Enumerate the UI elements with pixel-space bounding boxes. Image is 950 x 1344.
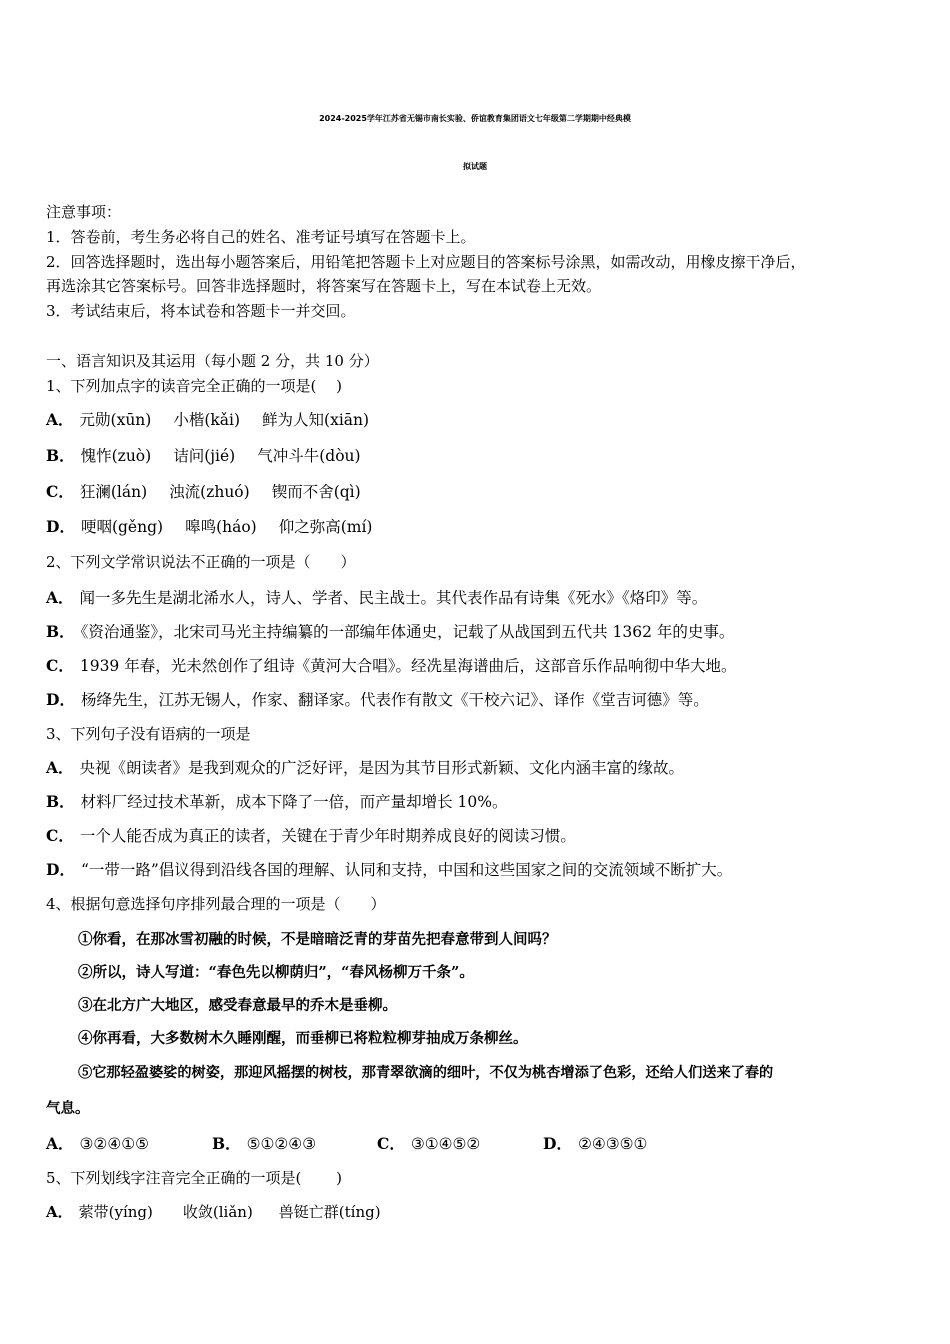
notice-heading: 注意事项：: [46, 203, 122, 221]
notice-item: 2．回答选择题时，选出每小题答案后，用铅笔把答题卡上对应题目的答案标号涂黑，如需改动，用橡皮擦干净后，: [46, 253, 806, 271]
option-text: 《资治通鉴》，北宋司马光主持编纂的一部编年体通史，记载了从战国到五代共 1362 年的史事。: [80, 623, 735, 641]
option-label: B．: [46, 622, 75, 641]
question-1-stem: 1、下列加点字的读音完全正确的一项是( ): [46, 377, 343, 395]
option-part: 小楷(kǎi): [173, 411, 241, 429]
option-label: D．: [46, 517, 75, 536]
option-part: 诘问(jié): [173, 447, 236, 465]
option-label: C．: [377, 1134, 405, 1153]
option-part: 浊流(zhuó): [169, 483, 250, 501]
option-text: ③②④①⑤: [79, 1135, 150, 1153]
exam-title-line1: 2024-2025学年江苏省无锡市南长实验、侨谊教育集团语文七年级第二学期期中经典模: [319, 114, 631, 123]
option-label: B．: [212, 1134, 241, 1153]
q3-option-d: [46, 860, 732, 880]
option-part: 气冲斗牛(dòu): [257, 447, 361, 465]
option-label: D．: [46, 690, 75, 709]
option-part: 仰之弥高(mí): [278, 518, 373, 536]
q3-option-a: [46, 758, 684, 778]
option-text: 闻一多先生是湖北浠水人，诗人、学者、民主战士。其代表作品有诗集《死水》《烙印》等。: [79, 589, 708, 607]
q2-option-c: [46, 656, 736, 676]
option-label: A．: [46, 588, 74, 607]
option-part: 狂澜(lán): [79, 483, 148, 501]
q2-option-b: [46, 622, 734, 642]
q1-option-a: [46, 410, 369, 430]
q4-option-c: [377, 1134, 480, 1154]
option-part: 锲而不舍(qì): [271, 483, 361, 501]
option-part: 元勋(xūn): [79, 411, 152, 429]
option-text: ⑤①②④③: [246, 1135, 317, 1153]
q3-option-c: [46, 826, 576, 846]
option-part: 兽铤亡群(tíng): [278, 1203, 381, 1221]
option-label: A．: [46, 758, 74, 777]
q2-option-a: [46, 588, 707, 608]
question-3-stem: 3、下列句子没有语病的一项是: [46, 725, 251, 743]
option-label: C．: [46, 482, 74, 501]
notice-item: 3．考试结束后，将本试卷和答题卡一并交回。: [46, 302, 356, 320]
option-text: 材料厂经过技术革新，成本下降了一倍，而产量却增长 10%。: [80, 793, 508, 811]
q4-sentence-continued: 气息。: [46, 1100, 90, 1117]
option-label: B．: [46, 446, 75, 465]
q4-sentence: ③在北方广大地区，感受春意最早的乔木是垂柳。: [78, 997, 397, 1014]
q1-option-b: [46, 446, 361, 466]
option-text: ②④③⑤①: [577, 1135, 648, 1153]
option-part: 哽咽(gěng): [80, 518, 164, 536]
q4-sentence: ②所以，诗人写道：“春色先以柳荫归”，“春风杨柳万千条”。: [78, 964, 474, 981]
option-text: “一带一路”倡议得到沿线各国的理解、认同和支持，中国和这些国家之间的交流领域不断扩大。: [80, 861, 733, 879]
option-label: A．: [46, 1134, 74, 1153]
option-text: 央视《朗读者》是我到观众的广泛好评，是因为其节目形式新颖、文化内涵丰富的缘故。: [79, 759, 685, 777]
q2-option-d: [46, 690, 709, 710]
question-5-stem: 5、下列划线字注音完全正确的一项是( ): [46, 1169, 343, 1187]
option-part: 收敛(liǎn): [182, 1203, 253, 1221]
q1-option-c: [46, 482, 361, 502]
question-4-stem: 4、根据句意选择句序排列最合理的一项是（ ）: [46, 895, 386, 913]
q4-option-b: [212, 1134, 316, 1154]
exam-title-line2: 拟试题: [463, 162, 487, 171]
option-label: B．: [46, 792, 75, 811]
option-text: 一个人能否成为真正的读者，关键在于青少年时期养成良好的阅读习惯。: [79, 827, 576, 845]
option-label: A．: [46, 1203, 73, 1221]
question-2-stem: 2、下列文学常识说法不正确的一项是（ ）: [46, 553, 356, 571]
q4-sentence: ⑤它那轻盈婆娑的树姿，那迎风摇摆的树枝，那青翠欲滴的细叶，不仅为桃杏增添了色彩，还给人们送来了春的: [78, 1065, 774, 1081]
option-part: 愧怍(zuò): [80, 447, 152, 465]
option-label: D．: [46, 860, 75, 879]
option-label: A．: [46, 410, 74, 429]
section-heading: 一、语言知识及其运用（每小题 2 分，共 10 分）: [46, 352, 379, 370]
option-label: C．: [46, 826, 74, 845]
option-label: D．: [543, 1134, 572, 1153]
option-part: 萦带(yíng): [78, 1203, 153, 1221]
q3-option-b: [46, 792, 508, 812]
q1-option-d: [46, 517, 372, 537]
q4-sentence: ①你看，在那冰雪初融的时候，不是暗暗泛青的芽苗先把春意带到人间吗？: [78, 931, 557, 948]
q4-sentence: ④你再看，大多数树木久睡刚醒，而垂柳已将粒粒柳芽抽成万条柳丝。: [78, 1030, 528, 1047]
notice-item: 再选涂其它答案标号。回答非选择题时，将答案写在答题卡上，写在本试卷上无效。: [46, 277, 602, 295]
option-part: 嗥鸣(háo): [185, 518, 257, 536]
q4-option-d: [543, 1134, 647, 1154]
q4-option-a: [46, 1134, 149, 1154]
option-text: 杨绛先生，江苏无锡人，作家、翻译家。代表作有散文《干校六记》、译作《堂吉诃德》等。: [80, 691, 709, 709]
option-label: C．: [46, 656, 74, 675]
option-part: 鲜为人知(xiān): [262, 411, 370, 429]
notice-item: 1．答卷前，考生务必将自己的姓名、准考证号填写在答题卡上。: [46, 228, 476, 246]
option-text: 1939 年春，光未然创作了组诗《黄河大合唱》。经冼星海谱曲后，这部音乐作品响彻中华大地。: [79, 657, 737, 675]
q5-option-a: [46, 1202, 381, 1222]
option-text: ③①④⑤②: [410, 1135, 481, 1153]
